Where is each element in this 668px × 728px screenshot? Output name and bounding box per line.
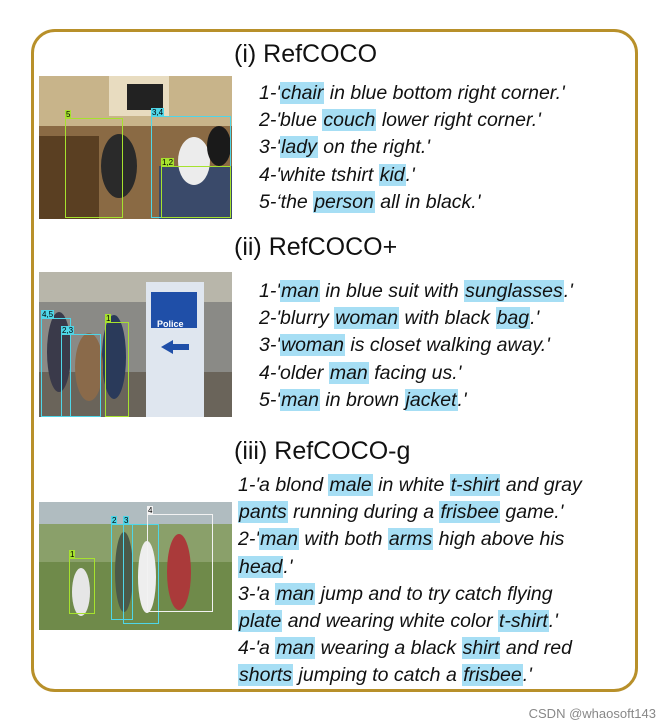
highlighted-word: kid: [379, 163, 405, 186]
expression-line: [238, 554, 582, 581]
expression-line: [259, 278, 573, 305]
highlighted-word: jacket: [405, 388, 457, 411]
expression-line: [259, 134, 565, 161]
highlighted-word: shirt: [462, 637, 500, 660]
expression-text: .': [530, 307, 540, 330]
highlighted-word: sunglasses: [465, 280, 563, 302]
bbox-1: [105, 322, 129, 417]
expression-text: in blue bottom right corner.': [324, 82, 565, 104]
section-refcoco-plus-expressions: [259, 278, 573, 414]
section-title-refcoco: (i) RefCOCO: [234, 40, 378, 68]
expression-line: [238, 635, 582, 662]
expression-text: facing us.': [368, 361, 462, 384]
highlighted-word: shorts: [239, 664, 293, 687]
highlighted-word: arms: [388, 528, 433, 551]
expression-text: in blue suit with: [320, 280, 465, 302]
bbox-tag-1: 1: [106, 314, 111, 323]
expression-line: [238, 608, 582, 635]
expression-text: 4-'white tshirt: [259, 163, 379, 186]
expression-text: .': [522, 664, 532, 687]
expression-line: [259, 162, 565, 189]
highlighted-word: frisbee: [440, 501, 500, 524]
expression-text: .': [563, 280, 573, 302]
bbox-frisbee-1: [69, 558, 95, 614]
highlighted-word: woman: [335, 307, 399, 330]
expression-text: .': [405, 163, 415, 186]
bbox-tag-frisbee-4: 4: [148, 506, 153, 515]
expression-text: 5-‘the: [259, 190, 314, 213]
photo-living-room: [39, 76, 232, 219]
bbox-tag-2-3: 2,3: [62, 326, 74, 335]
highlighted-word: lady: [281, 136, 317, 159]
expression-text: 3-'a: [238, 582, 276, 605]
expression-text: 3-': [259, 334, 281, 357]
expression-text: with both: [299, 528, 388, 551]
expression-text: is closet walking away.': [344, 334, 550, 357]
expression-line: [259, 189, 565, 216]
highlighted-word: pants: [239, 501, 287, 524]
highlighted-word: bag: [496, 307, 530, 330]
expression-text: 2-'blue: [259, 109, 323, 132]
expression-text: on the right.': [317, 136, 430, 159]
expression-text: and red: [500, 637, 572, 660]
highlighted-word: frisbee: [463, 664, 522, 687]
expression-text: 1-'a blond: [238, 474, 329, 496]
highlighted-word: chair: [281, 82, 324, 104]
highlighted-word: person: [314, 190, 374, 213]
photo-street: [39, 272, 232, 417]
expression-text: lower right corner.': [376, 109, 541, 132]
expression-text: 2-'blurry: [259, 307, 335, 330]
highlighted-word: t-shirt: [499, 609, 548, 632]
expression-line: [259, 387, 573, 414]
section-title-refcoco-g: (iii) RefCOCO-g: [234, 437, 411, 465]
expression-line: [238, 662, 582, 689]
expression-text: with black: [399, 307, 496, 330]
expression-text: 3-': [259, 136, 281, 159]
bbox-5: [65, 118, 123, 218]
section-refcoco-expressions: [259, 80, 565, 216]
section-refcoco-g-expressions: [238, 472, 582, 690]
expression-line: [259, 360, 573, 387]
watermark: CSDN @whaosoft143: [528, 706, 656, 721]
expression-line: [259, 80, 565, 107]
bbox-tag-frisbee-2: 2: [112, 516, 117, 525]
expression-line: [238, 499, 582, 526]
expression-text: and gray: [500, 474, 582, 496]
section-title-refcoco-plus: (ii) RefCOCO+: [234, 233, 398, 261]
highlighted-word: man: [276, 582, 315, 605]
expression-text: 1-': [259, 280, 281, 302]
expression-text: 1-': [259, 82, 281, 104]
bbox-tag-4-5: 4,5: [42, 310, 54, 319]
expression-line: [238, 526, 582, 553]
expression-text: .': [283, 555, 293, 578]
highlighted-word: man: [329, 361, 368, 384]
expression-line: [259, 332, 573, 359]
expression-text: 5-': [259, 388, 281, 411]
expression-text: running during a: [287, 501, 440, 524]
expression-text: game.': [500, 501, 564, 524]
expression-text: 4-'a: [238, 637, 276, 660]
highlighted-word: plate: [239, 609, 282, 632]
highlighted-word: woman: [281, 334, 344, 357]
expression-text: jumping to catch a: [293, 664, 463, 687]
expression-text: wearing a black: [315, 637, 462, 660]
highlighted-word: t-shirt: [450, 474, 500, 496]
expression-line: [238, 581, 582, 608]
bbox-1-2: [161, 166, 231, 218]
highlighted-word: head: [239, 555, 283, 578]
expression-text: and wearing white color: [282, 609, 498, 632]
expression-text: high above his: [433, 528, 565, 551]
expression-text: .': [457, 388, 467, 411]
expression-text: all in black.': [374, 190, 481, 213]
highlighted-word: man: [276, 637, 315, 660]
photo-frisbee: [39, 502, 232, 630]
expression-text: in brown: [320, 388, 405, 411]
highlighted-word: man: [260, 528, 298, 551]
expression-text: jump and to try catch flying: [315, 582, 553, 605]
expression-line: [238, 472, 582, 499]
expression-line: [259, 305, 573, 332]
expression-text: 4-'older: [259, 361, 329, 384]
highlighted-word: couch: [323, 109, 376, 132]
bbox-tag-frisbee-1: 1: [70, 550, 75, 559]
expression-line: [259, 107, 565, 134]
highlighted-word: man: [281, 280, 319, 302]
bbox-tag-1-2: 1,2: [162, 158, 174, 167]
expression-text: in white: [372, 474, 450, 496]
bbox-tag-5: 5: [66, 110, 71, 119]
expression-text: 2-': [238, 528, 260, 551]
highlighted-word: man: [281, 388, 319, 411]
expression-text: .': [548, 609, 558, 632]
bbox-tag-3-4: 3,4: [152, 108, 164, 117]
bbox-2-3: [61, 334, 101, 417]
bbox-frisbee-4: [147, 514, 213, 612]
police-sign-text: Police: [157, 319, 184, 329]
bbox-tag-frisbee-3: 3: [124, 516, 129, 525]
highlighted-word: male: [329, 474, 372, 496]
